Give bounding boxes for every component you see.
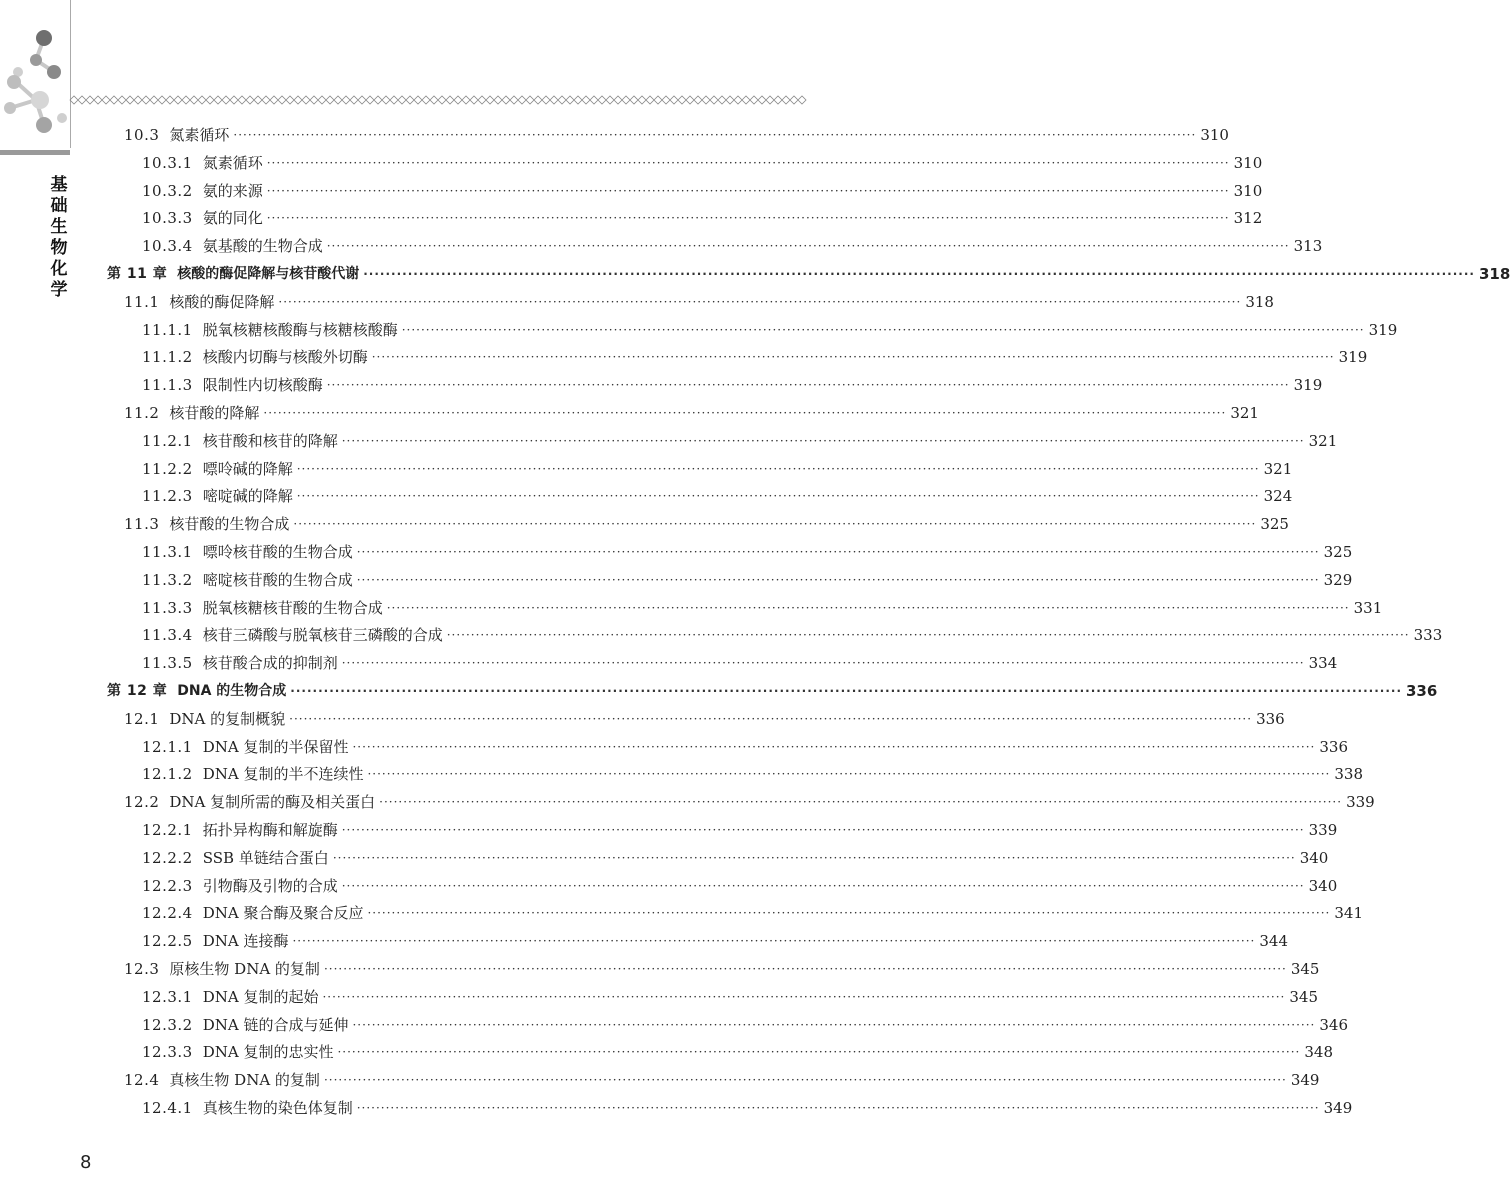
toc-subsection-row[interactable] [142, 844, 1329, 868]
toc-entry-number: 11.3.3 [142, 598, 193, 617]
toc-entry-title: DNA 复制的忠实性 [202, 1043, 334, 1062]
dot-leader: ········································································································································································································ [323, 962, 1287, 976]
toc-entry-title: 氮素循环 [202, 153, 263, 172]
toc-entry-page: 324 [1263, 487, 1293, 506]
page-number: 8 [80, 1152, 92, 1173]
toc-entry-number: 12.2.1 [142, 821, 193, 839]
dot-leader: ········································································································································································································ [266, 183, 1230, 198]
diamond-ornament [774, 96, 782, 104]
toc-subsection-row[interactable] [142, 983, 1319, 1007]
diamond-ornament [270, 96, 278, 104]
toc-entry-page: 310 [1233, 181, 1263, 200]
book-title-char: 物 [50, 238, 68, 258]
toc-subsection-row[interactable] [142, 232, 1323, 256]
diamond-ornament [702, 96, 710, 104]
toc-subsection-row[interactable] [142, 427, 1338, 451]
toc-entry-number: 12.4 [124, 1071, 160, 1090]
toc-entry-number: 12.1.1 [142, 737, 193, 756]
toc-section-row[interactable] [124, 788, 1375, 812]
dot-leader: ········································································································································································································ [289, 711, 1253, 726]
diamond-ornament [726, 96, 734, 104]
toc-entry-number: 11.1.3 [142, 376, 193, 395]
dot-leader: ········································································································································································································ [341, 656, 1305, 671]
diamond-ornament [158, 96, 166, 104]
diamond-ornament [310, 96, 318, 104]
header-vertical-rule [70, 0, 71, 148]
toc-entry-page: 310 [1233, 153, 1263, 172]
toc-entry-page: 348 [1304, 1043, 1334, 1062]
toc-entry-page: 319 [1338, 348, 1368, 367]
diamond-ornament [222, 96, 230, 104]
diamond-ornament [254, 96, 262, 104]
diamond-ornament [358, 96, 366, 104]
toc-subsection-row[interactable] [142, 1038, 1334, 1062]
dot-leader: ········································································································································································································ [296, 461, 1260, 476]
toc-subsection-row[interactable] [142, 177, 1263, 201]
diamond-ornament [534, 96, 542, 104]
toc-chapter-row[interactable] [107, 260, 1510, 284]
toc-subsection-row[interactable] [142, 149, 1263, 173]
dot-leader: ········································································································································································································ [292, 934, 1256, 949]
diamond-ornament [582, 96, 590, 104]
diamond-ornament [790, 96, 798, 104]
toc-entry-title: DNA 复制所需的酶及相关蛋白 [169, 793, 376, 812]
diamond-ornament [574, 96, 582, 104]
diamond-ornament [430, 96, 438, 104]
diamond-ornament [606, 96, 614, 104]
dot-leader: ········································································································································································································ [326, 239, 1290, 254]
molecule-decoration [0, 0, 75, 150]
toc-entry-title: 嘧啶碱的降解 [202, 487, 293, 506]
toc-entry-number: 12.2.5 [142, 932, 193, 951]
toc-entry-page: 334 [1308, 654, 1338, 673]
dot-leader: ········································································································································································································ [356, 1101, 1320, 1115]
diamond-ornament [118, 96, 126, 104]
toc-subsection-row[interactable] [142, 899, 1364, 923]
toc-entry-page: 339 [1346, 793, 1375, 812]
diamond-ornament [798, 96, 806, 104]
toc-entry-number: 12.2 [124, 793, 160, 812]
dot-leader: ········································································································································································································ [266, 155, 1230, 170]
toc-entry-number: 第 11 章 [107, 266, 168, 282]
diamond-ornament [686, 96, 694, 104]
toc-entry-title: 核苷酸合成的抑制剂 [202, 654, 338, 673]
diamond-ornament [342, 96, 350, 104]
diamond-ornament [142, 96, 150, 104]
toc-entry-number: 12.3.1 [142, 987, 193, 1006]
diamond-ornament [334, 96, 342, 104]
toc-entry-title: DNA 的复制概貌 [169, 709, 286, 728]
toc-entry-title: 核酸的酶促降解 [169, 292, 275, 311]
toc-subsection-row[interactable] [142, 566, 1353, 590]
toc-subsection-row[interactable] [142, 760, 1364, 784]
toc-entry-number: 10.3.3 [142, 209, 193, 228]
dot-leader: ········································································································································································································ [367, 767, 1331, 782]
toc-entry-title: 真核生物 DNA 的复制 [169, 1071, 320, 1090]
toc-entry-page: 344 [1259, 932, 1289, 951]
dot-leader: ········································································································································································································ [401, 322, 1365, 337]
toc-entry-page: 312 [1233, 209, 1263, 228]
diamond-ornament [182, 96, 190, 104]
toc-entry-page: 336 [1319, 737, 1349, 756]
dot-leader: ········································································································································································································ [386, 600, 1350, 615]
toc-entry-number: 12.3.2 [142, 1015, 193, 1034]
diamond-ornament [470, 96, 478, 104]
diamond-ornament [86, 96, 94, 104]
toc-section-row[interactable] [124, 1066, 1320, 1090]
toc-entry-page: 333 [1413, 626, 1443, 645]
toc-section-row[interactable] [124, 955, 1320, 979]
toc-entry-number: 12.3.3 [142, 1043, 193, 1062]
toc-subsection-row[interactable] [142, 649, 1338, 673]
toc-entry-page: 340 [1308, 876, 1338, 895]
toc-subsection-row[interactable] [142, 316, 1398, 340]
toc-section-row[interactable] [124, 510, 1289, 534]
toc-entry-title: 限制性内切核酸酶 [202, 376, 323, 395]
toc-entry-page: 318 [1478, 265, 1510, 283]
toc-entry-title: 氨的来源 [202, 181, 263, 200]
toc-entry-title: 嘧啶核苷酸的生物合成 [202, 570, 353, 589]
dot-leader: ········································································································································································································ [341, 823, 1305, 837]
toc-subsection-row[interactable] [142, 816, 1338, 840]
toc-entry-page: 336 [1406, 682, 1438, 700]
toc-entry-page: 325 [1323, 543, 1353, 561]
toc-entry-page: 321 [1230, 404, 1259, 422]
toc-section-row[interactable] [124, 399, 1259, 423]
diamond-ornament [70, 96, 78, 104]
toc-entry-title: 核苷酸和核苷的降解 [202, 431, 338, 450]
diamond-ornament [150, 96, 158, 104]
dot-leader: ········································································································································································································ [326, 378, 1290, 393]
diamond-ornament [694, 96, 702, 104]
diamond-ornament [614, 96, 622, 104]
toc-entry-title: DNA 复制的半保留性 [202, 737, 349, 756]
diamond-ornament [190, 96, 198, 104]
book-title-char: 化 [50, 259, 68, 279]
diamond-ornament [438, 96, 446, 104]
dot-leader: ········································································································································································································ [323, 1073, 1287, 1088]
diamond-ornament [630, 96, 638, 104]
toc-section-row[interactable] [124, 288, 1274, 312]
dot-leader: ········································································································································································································ [446, 628, 1410, 643]
header-diamond-rule [70, 95, 800, 105]
diamond-ornament [598, 96, 606, 104]
toc-entry-page: 325 [1260, 515, 1289, 534]
diamond-ornament [422, 96, 430, 104]
toc-subsection-row[interactable] [142, 594, 1383, 618]
diamond-ornament [318, 96, 326, 104]
diamond-ornament [302, 96, 310, 104]
diamond-ornament [742, 96, 750, 104]
toc-entry-number: 11.2.3 [142, 487, 193, 506]
toc-subsection-row[interactable] [142, 455, 1293, 479]
toc-entry-title: 核苷三磷酸与脱氧核苷三磷酸的合成 [202, 626, 443, 645]
dot-leader: ········································································································································································································ [367, 906, 1331, 921]
toc-entry-title: DNA 聚合酶及聚合反应 [202, 904, 364, 923]
toc-entry-page: 318 [1245, 292, 1274, 311]
toc-subsection-row[interactable] [142, 1094, 1353, 1118]
toc-entry-page: 313 [1293, 237, 1323, 256]
diamond-ornament [550, 96, 558, 104]
toc-entry-title: SSB 单链结合蛋白 [202, 848, 329, 867]
diamond-ornament [174, 96, 182, 104]
toc-entry-number: 11.3 [124, 515, 160, 534]
dot-leader: ········································································································································································································ [332, 850, 1296, 865]
diamond-ornament [494, 96, 502, 104]
toc-entry-number: 10.3 [124, 126, 160, 144]
toc-entry-number: 12.2.2 [142, 848, 193, 867]
diamond-ornament [262, 96, 270, 104]
toc-entry-title: DNA 的生物合成 [177, 683, 287, 699]
toc-entry-page: 321 [1263, 459, 1293, 478]
diamond-ornament [558, 96, 566, 104]
diamond-ornament [134, 96, 142, 104]
diamond-ornament [654, 96, 662, 104]
diamond-ornament [718, 96, 726, 104]
diamond-ornament [126, 96, 134, 104]
diamond-ornament [782, 96, 790, 104]
diamond-ornament [646, 96, 654, 104]
diamond-ornament [246, 96, 254, 104]
diamond-ornament [590, 96, 598, 104]
diamond-ornament [214, 96, 222, 104]
toc-entry-title: 核苷酸的降解 [169, 404, 260, 422]
diamond-ornament [622, 96, 630, 104]
toc-entry-number: 12.1.2 [142, 765, 193, 784]
diamond-ornament [198, 96, 206, 104]
toc-entry-page: 336 [1256, 709, 1285, 728]
diamond-ornament [766, 96, 774, 104]
diamond-ornament [502, 96, 510, 104]
toc-entry-title: DNA 连接酶 [202, 932, 289, 951]
toc-subsection-row[interactable] [142, 371, 1323, 395]
dot-leader: ········································································································································································································ [341, 433, 1305, 448]
toc-entry-number: 10.3.2 [142, 181, 193, 200]
toc-entry-number: 11.3.2 [142, 570, 193, 589]
dot-leader: ········································································································································································································ [352, 1017, 1316, 1032]
diamond-ornament [750, 96, 758, 104]
diamond-ornament [374, 96, 382, 104]
toc-entry-number: 12.2.3 [142, 876, 193, 895]
toc-entry-page: 331 [1353, 598, 1383, 617]
toc-subsection-row[interactable] [142, 204, 1263, 228]
diamond-ornament [478, 96, 486, 104]
diamond-ornament [678, 96, 686, 104]
diamond-ornament [206, 96, 214, 104]
diamond-ornament [662, 96, 670, 104]
toc-entry-title: 拓扑异构酶和解旋酶 [202, 821, 338, 839]
diamond-ornament [758, 96, 766, 104]
diamond-ornament [510, 96, 518, 104]
toc-entry-title: 核酸内切酶与核酸外切酶 [202, 348, 368, 367]
diamond-ornament [366, 96, 374, 104]
toc-chapter-row[interactable] [107, 677, 1438, 701]
diamond-ornament [518, 96, 526, 104]
diamond-ornament [350, 96, 358, 104]
diamond-ornament [670, 96, 678, 104]
diamond-ornament [566, 96, 574, 104]
toc-entry-page: 345 [1290, 960, 1320, 978]
toc-subsection-row[interactable] [142, 927, 1289, 951]
toc-entry-number: 11.1.1 [142, 320, 193, 339]
book-title-char: 学 [50, 280, 68, 300]
toc-entry-number: 12.1 [124, 709, 160, 728]
toc-entry-page: 321 [1308, 431, 1338, 450]
dot-leader: ········································································································································································································ [278, 294, 1242, 309]
diamond-ornament [166, 96, 174, 104]
diamond-ornament [638, 96, 646, 104]
diamond-ornament [390, 96, 398, 104]
toc-subsection-row[interactable] [142, 872, 1338, 896]
dot-leader: ········································································································································································································ [293, 517, 1257, 532]
toc-entry-number: 12.2.4 [142, 904, 193, 923]
toc-entry-number: 12.4.1 [142, 1099, 193, 1117]
toc-entry-number: 12.3 [124, 960, 160, 978]
book-title-vertical [46, 175, 72, 301]
diamond-ornament [278, 96, 286, 104]
toc-subsection-row[interactable] [142, 482, 1293, 506]
toc-entry-number: 11.1.2 [142, 348, 193, 367]
book-title-char: 基 [50, 175, 68, 195]
toc-subsection-row[interactable] [142, 733, 1349, 757]
toc-entry-title: 氨的同化 [202, 209, 263, 228]
toc-entry-page: 319 [1293, 376, 1323, 395]
dot-leader: ········································································································································································································ [352, 739, 1316, 754]
toc-entry-title: 核酸的酶促降解与核苷酸代谢 [177, 266, 360, 282]
toc-entry-number: 11.3.5 [142, 654, 193, 673]
diamond-ornament [78, 96, 86, 104]
diamond-ornament [294, 96, 302, 104]
diamond-ornament [734, 96, 742, 104]
book-title-char: 础 [50, 196, 68, 216]
toc-entry-title: 氮素循环 [169, 126, 230, 144]
diamond-ornament [238, 96, 246, 104]
toc-entry-page: 338 [1334, 765, 1364, 784]
diamond-ornament [94, 96, 102, 104]
toc-entry-page: 341 [1334, 904, 1364, 923]
toc-subsection-row[interactable] [142, 343, 1368, 367]
toc-entry-number: 11.3.1 [142, 543, 193, 561]
diamond-ornament [454, 96, 462, 104]
toc-section-row[interactable] [124, 705, 1285, 729]
toc-section-row[interactable] [124, 121, 1229, 145]
toc-entry-title: DNA 复制的起始 [202, 987, 319, 1006]
dot-leader: ········································································································································································································ [296, 489, 1260, 504]
toc-entry-title: 氨基酸的生物合成 [202, 237, 323, 256]
diamond-ornament [230, 96, 238, 104]
diamond-ornament [110, 96, 118, 104]
toc-entry-title: 真核生物的染色体复制 [202, 1099, 353, 1117]
diamond-ornament [102, 96, 110, 104]
toc-entry-number: 11.2.1 [142, 431, 193, 450]
sidebar-band [0, 150, 70, 155]
dot-leader: ········································································································································································································ [233, 128, 1197, 142]
toc-entry-page: 339 [1308, 821, 1338, 839]
toc-entry-number: 10.3.1 [142, 153, 193, 172]
toc-entry-number: 11.2.2 [142, 459, 193, 478]
toc-entry-number: 10.3.4 [142, 237, 193, 256]
toc-entry-title: 原核生物 DNA 的复制 [169, 960, 320, 978]
toc-entry-page: 349 [1290, 1071, 1320, 1090]
toc-entry-title: 嘌呤核苷酸的生物合成 [202, 543, 353, 561]
dot-leader: ········································································································································································································ [290, 684, 1402, 698]
diamond-ornament [286, 96, 294, 104]
dot-leader: ········································································································································································································ [356, 572, 1320, 587]
toc-entry-page: 319 [1368, 320, 1398, 339]
dot-leader: ········································································································································································································ [322, 989, 1286, 1004]
diamond-ornament [406, 96, 414, 104]
diamond-ornament [382, 96, 390, 104]
diamond-ornament [542, 96, 550, 104]
toc-entry-page: 340 [1299, 848, 1329, 867]
dot-leader: ········································································································································································································ [337, 1045, 1301, 1060]
dot-leader: ········································································································································································································ [379, 795, 1343, 810]
toc-entry-page: 310 [1200, 126, 1229, 144]
toc-entry-title: DNA 链的合成与延伸 [202, 1015, 349, 1034]
toc-subsection-row[interactable] [142, 538, 1353, 562]
toc-entry-page: 349 [1323, 1099, 1353, 1117]
toc-entry-title: 嘌呤碱的降解 [202, 459, 293, 478]
toc-entry-title: 脱氧核糖核苷酸的生物合成 [202, 598, 383, 617]
toc-entry-number: 11.1 [124, 292, 160, 311]
book-title-char: 生 [50, 217, 68, 237]
dot-leader: ········································································································································································································ [356, 545, 1320, 559]
toc-entry-page: 345 [1289, 987, 1319, 1006]
dot-leader: ········································································································································································································ [363, 267, 1475, 281]
diamond-ornament [462, 96, 470, 104]
toc-entry-page: 346 [1319, 1015, 1349, 1034]
dot-leader: ········································································································································································································ [266, 211, 1230, 226]
diamond-ornament [398, 96, 406, 104]
toc-entry-title: 引物酶及引物的合成 [202, 876, 338, 895]
diamond-ornament [446, 96, 454, 104]
diamond-ornament [526, 96, 534, 104]
toc-entry-page: 329 [1323, 570, 1353, 589]
toc-entry-title: 核苷酸的生物合成 [169, 515, 290, 534]
dot-leader: ········································································································································································································ [341, 878, 1305, 893]
diamond-ornament [326, 96, 334, 104]
dot-leader: ········································································································································································································ [371, 350, 1335, 365]
toc-entry-title: 脱氧核糖核酸酶与核糖核酸酶 [202, 320, 398, 339]
toc-entry-number: 第 12 章 [107, 683, 168, 699]
toc-subsection-row[interactable] [142, 621, 1443, 645]
dot-leader: ········································································································································································································ [263, 406, 1227, 420]
diamond-ornament [710, 96, 718, 104]
toc-entry-title: DNA 复制的半不连续性 [202, 765, 364, 784]
diamond-ornament [486, 96, 494, 104]
toc-entry-number: 11.2 [124, 404, 160, 422]
toc-entry-number: 11.3.4 [142, 626, 193, 645]
toc-subsection-row[interactable] [142, 1011, 1349, 1035]
diamond-ornament [414, 96, 422, 104]
